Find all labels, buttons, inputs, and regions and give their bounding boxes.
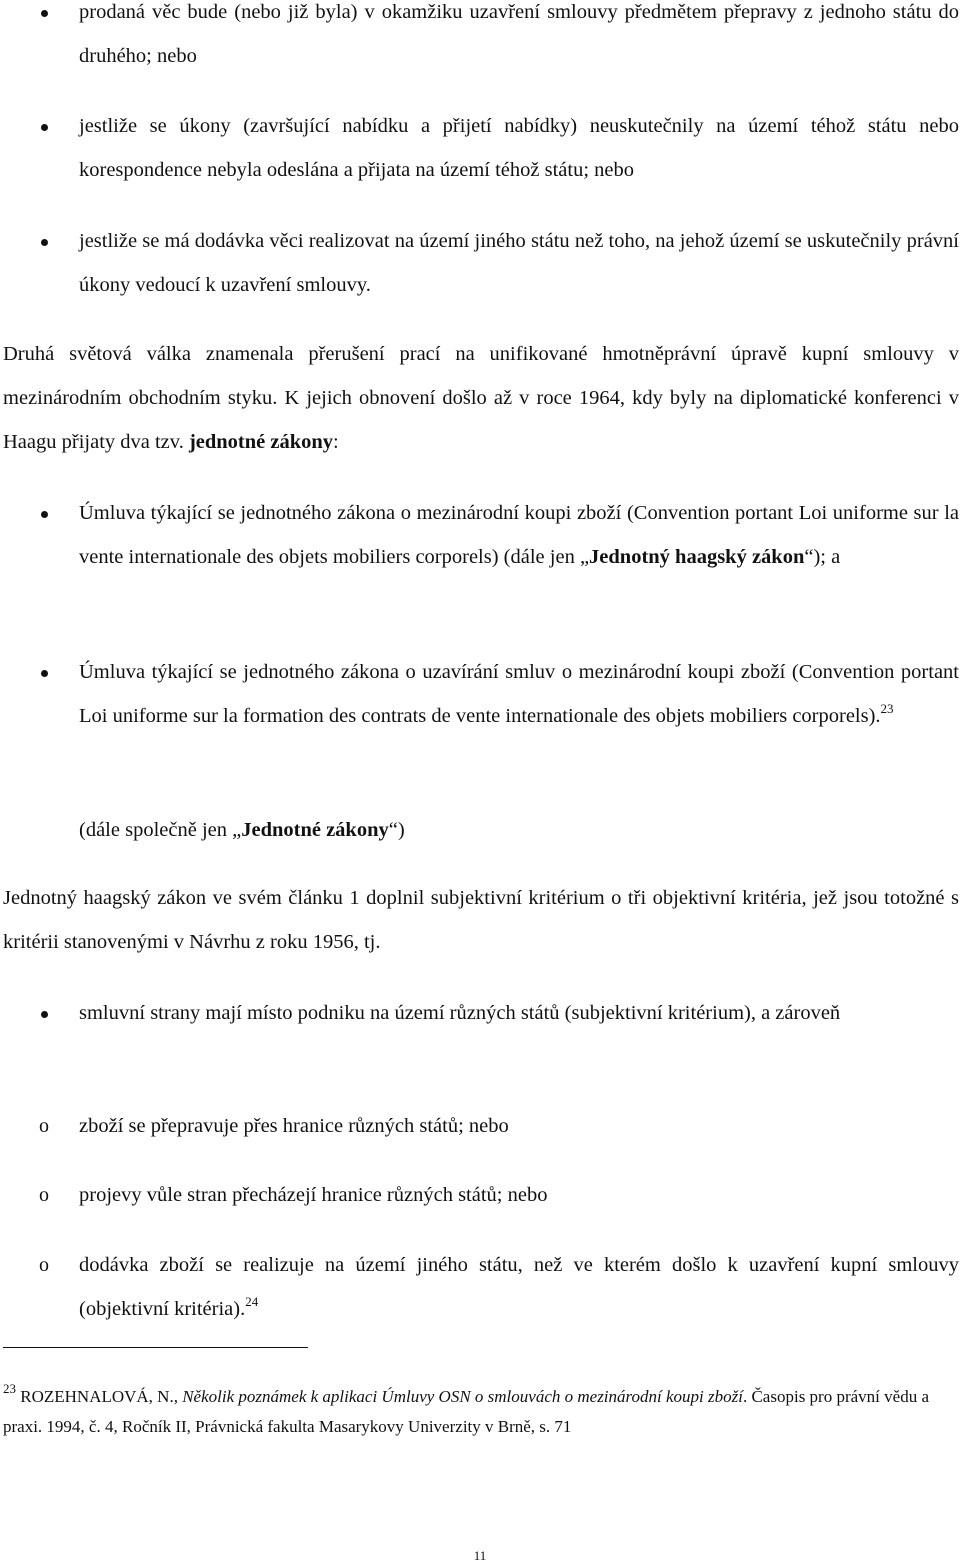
paragraph-ww2: Druhá světová válka znamenala přerušení prací na unifikované hmotněprávní úpravě kupní smlouvy v mezinárodním obchodním styku. K jejich obnovení došlo až v roce 1964, kdy byly na diplomatické konferenci v Haagu přijaty dva tzv. jednotné zákony:	[3, 343, 959, 453]
bullet-item-1: prodaná věc bude (nebo již byla) v okamžiku uzavření smlouvy předmětem přepravy z jednoho státu do druhého; nebo	[79, 1, 959, 67]
convention-item-1: Úmluva týkající se jednotného zákona o mezinárodní koupi zboží (Convention portant Loi uniforme sur la vente internationale des objets mobiliers corporels) (dále jen „Jednotný haagský zákon“); a	[79, 502, 959, 568]
objective-item-2: projevy vůle stran přecházejí hranice různých států; nebo	[79, 1184, 548, 1206]
sub-bullet-marker: o	[39, 1184, 49, 1206]
footnote-separator	[3, 1347, 308, 1348]
footnote-number: 23	[3, 1381, 16, 1396]
bullet-icon	[34, 104, 54, 148]
bullet-icon	[34, 991, 54, 1035]
objective-item-1: zboží se přepravuje přes hranice různých států; nebo	[79, 1115, 509, 1137]
together-note: (dále společně jen „Jednotné zákony“)	[79, 819, 405, 841]
bold-term: Jednotný haagský zákon	[589, 546, 805, 568]
bold-term: jednotné zákony	[188, 431, 334, 453]
bullet-icon	[34, 491, 54, 535]
bullet-item-3: jestliže se má dodávka věci realizovat na území jiného státu než toho, na jehož území se uskutečnily právní úkony vedoucí k uzavření smlouvy.	[79, 230, 959, 296]
sub-bullet-marker: o	[39, 1115, 49, 1137]
page-number: 11	[473, 1548, 487, 1563]
bullet-icon	[34, 0, 54, 34]
footnote-23: $^{23}$ ROZEHNALOVÁ, N., Několik poznámek k aplikaci Úmluvy OSN o smlouvách o mezinárodní koupi zboží. Časopis pro právní vědu a praxi. 1994, č. 4, Ročník II, Právnická fakulta Masarykovy Univerzity v Brně, s. 71	[3, 1381, 929, 1436]
bullet-icon	[34, 650, 54, 694]
footnote-ref-23: 23	[880, 701, 894, 716]
paragraph-article-1: Jednotný haagský zákon ve svém článku 1 doplnil subjektivní kritérium o tři objektivní kritéria, jež jsou totožné s kritérii stanovenými v Návrhu z roku 1956, tj.	[3, 887, 959, 953]
sub-bullet-marker: o	[39, 1254, 49, 1276]
bullet-icon	[34, 219, 54, 263]
objective-item-3: dodávka zboží se realizuje na území jiného státu, než ve kterém došlo k uzavření kupní smlouvy (objektivní kritéria).$^{24}$	[79, 1254, 959, 1320]
convention-item-2: Úmluva týkající se jednotného zákona o uzavírání smluv o mezinárodní koupi zboží (Convention portant Loi uniforme sur la formation des contrats de vente internationale des objets mobiliers corporels).$^{23}$	[79, 661, 959, 727]
bullet-item-2: jestliže se úkony (završující nabídku a přijetí nabídky) neuskutečnily na území téhož státu nebo korespondence nebyla odeslána a přijata na území téhož státu; nebo	[79, 115, 959, 181]
bold-term: Jednotné zákony	[241, 819, 389, 841]
footnote-ref-24: 24	[245, 1294, 259, 1309]
subjective-criterion-item: smluvní strany mají místo podniku na území různých států (subjektivní kritérium), a zároveň	[79, 1002, 841, 1024]
